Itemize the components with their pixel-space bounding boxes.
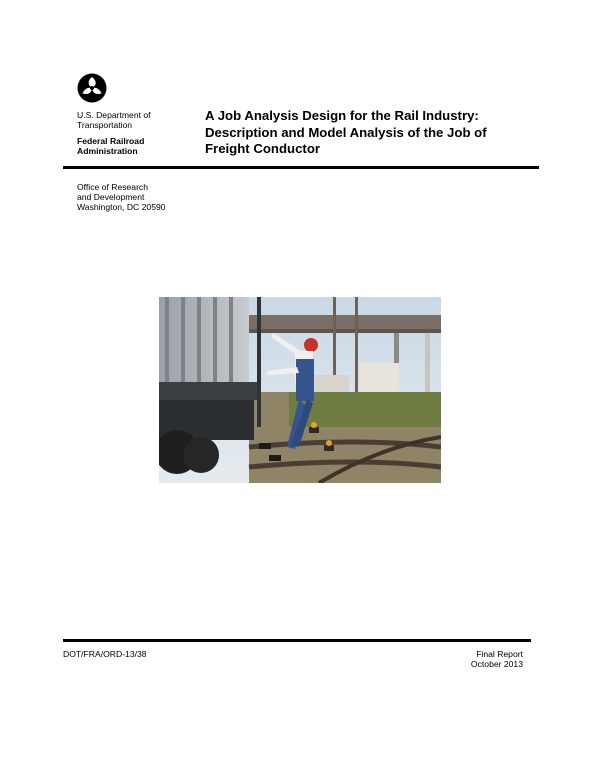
office-line2: and Development — [77, 192, 145, 202]
office-address — [77, 182, 166, 212]
department-name-line1: U.S. Department of — [77, 110, 151, 120]
report-status — [471, 649, 523, 669]
report-date: October 2013 — [470, 659, 523, 669]
cover-photo-freight-conductor — [159, 297, 441, 483]
office-line3: Washington, DC 20590 — [77, 202, 166, 212]
department-name-line2: Transportation — [77, 120, 133, 130]
administration-name-line1: Federal Railroad — [77, 136, 145, 146]
report-title-line2: Description and Model Analysis of the Job of — [205, 124, 487, 140]
report-title — [205, 108, 535, 158]
report-title-line3: Freight Conductor — [205, 141, 321, 156]
dot-logo-icon — [77, 73, 107, 103]
top-divider — [63, 166, 539, 169]
office-line1: Office of Research — [77, 182, 149, 192]
report-type-label: Final Report — [476, 649, 523, 659]
administration-name-line2: Administration — [77, 146, 138, 156]
bottom-divider — [63, 639, 531, 642]
report-title-line1: A Job Analysis Design for the Rail Industry: — [205, 108, 479, 123]
agency-block — [77, 110, 177, 156]
report-number: DOT/FRA/ORD-13/38 — [63, 649, 147, 659]
